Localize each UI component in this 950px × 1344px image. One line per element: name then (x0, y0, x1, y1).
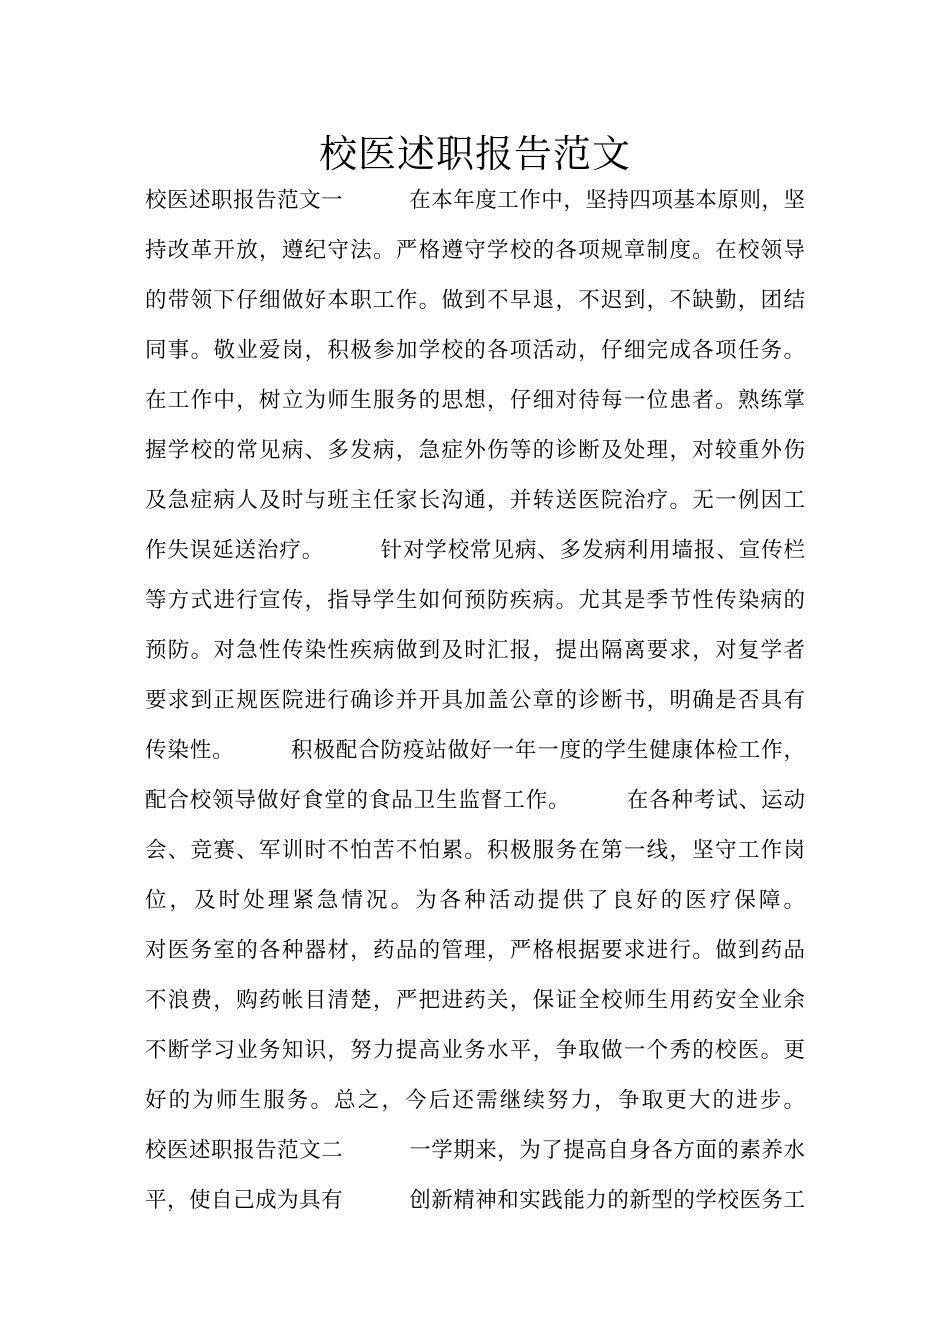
body-line: 在工作中，树立为师生服务的思想，仔细对待每一位患者。熟练掌 (145, 388, 805, 413)
body-line: 同事。敬业爱岗，积极参加学校的各项活动，仔细完成各项任务。 (145, 338, 805, 363)
body-line: 校医述职报告范文一 在本年度工作中，坚持四项基本原则，坚 (145, 188, 805, 213)
body-line: 不浪费，购药帐目清楚，严把进药关，保证全校师生用药安全业余 (145, 988, 805, 1013)
body-line: 持改革开放，遵纪守法。严格遵守学校的各项规章制度。在校领导 (145, 238, 805, 263)
body-line: 握学校的常见病、多发病，急症外伤等的诊断及处理，对较重外伤 (145, 438, 805, 463)
body-line: 会、竞赛、军训时不怕苦不怕累。积极服务在第一线，坚守工作岗 (145, 838, 805, 863)
body-line: 预防。对急性传染性疾病做到及时汇报，提出隔离要求，对复学者 (145, 638, 805, 663)
body-line: 作失误延送治疗。 针对学校常见病、多发病利用墙报、宣传栏 (145, 538, 805, 563)
body-line: 校医述职报告范文二 一学期来，为了提高自身各方面的素养水 (145, 1138, 805, 1163)
body-line: 要求到正规医院进行确诊并开具加盖公章的诊断书，明确是否具有 (145, 688, 805, 713)
body-line: 配合校领导做好食堂的食品卫生监督工作。 在各种考试、运动 (145, 788, 805, 813)
document-body (145, 176, 805, 1226)
body-line: 的带领下仔细做好本职工作。做到不早退，不迟到，不缺勤，团结 (145, 288, 805, 313)
body-line: 位，及时处理紧急情况。为各种活动提供了良好的医疗保障。 (145, 888, 805, 913)
document-title: 校医述职报告范文 (318, 132, 631, 176)
body-line: 对医务室的各种器材，药品的管理，严格根据要求进行。做到药品 (145, 938, 805, 963)
body-line: 及急症病人及时与班主任家长沟通，并转送医院治疗。无一例因工 (145, 488, 805, 513)
body-line: 好的为师生服务。总之，今后还需继续努力，争取更大的进步。 (145, 1088, 805, 1113)
body-line: 传染性。 积极配合防疫站做好一年一度的学生健康体检工作， (145, 738, 805, 763)
body-line: 平，使自己成为具有 创新精神和实践能力的新型的学校医务工 (145, 1188, 805, 1213)
body-line: 不断学习业务知识，努力提高业务水平，争取做一个秀的校医。更 (145, 1038, 805, 1063)
body-line: 等方式进行宣传，指导学生如何预防疾病。尤其是季节性传染病的 (145, 588, 805, 613)
